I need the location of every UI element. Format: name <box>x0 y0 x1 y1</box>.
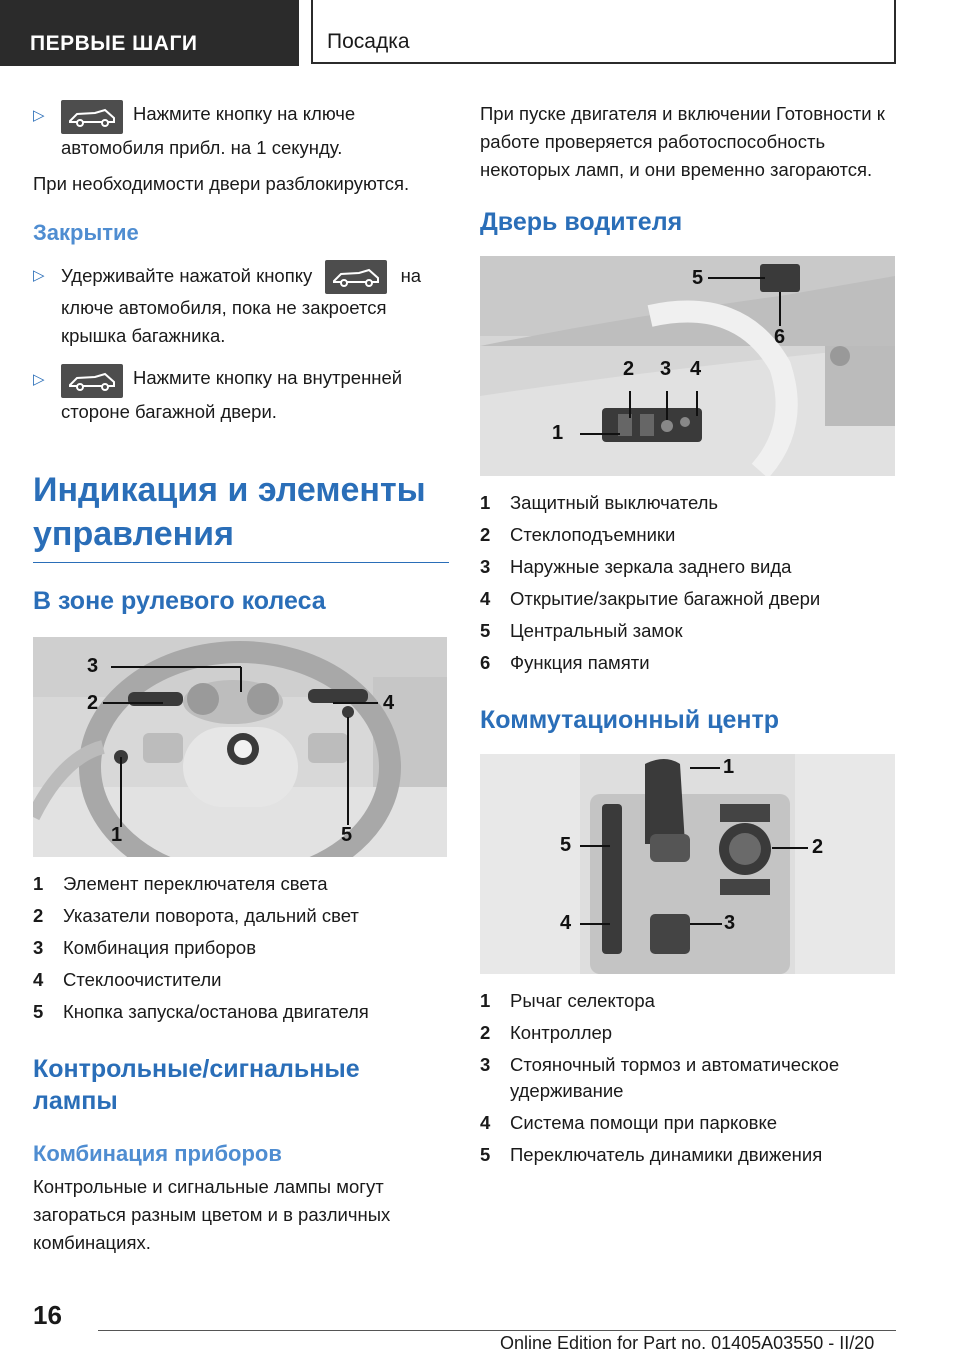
callout-2: 2 <box>87 692 99 714</box>
center-console-photo <box>480 754 895 974</box>
callout-4: 4 <box>560 912 572 934</box>
list-item: 2 Указатели поворота, дальний свет <box>33 905 359 926</box>
car-trunk-icon <box>325 260 387 294</box>
footer-divider <box>98 1330 896 1331</box>
section-heading: Индикация и элементы управления <box>33 468 449 563</box>
list-item: 6 Функция памяти <box>480 652 650 673</box>
callout-2: 2 <box>812 836 824 858</box>
callout-5: 5 <box>341 824 353 846</box>
callout-3: 3 <box>660 358 672 380</box>
list-item: 3 Стояночный тормоз и автоматическое удерживание <box>480 1054 840 1101</box>
list-item: 1 Рычаг селектора <box>480 990 655 1011</box>
list-item: 3 Комбинация приборов <box>33 937 257 958</box>
door-heading: Дверь водителя <box>480 208 683 236</box>
unlock-note: При необходимости двери разблокируются. <box>33 173 410 194</box>
edition-text: Online Edition for Part no. 01405A03550 - II/20 <box>500 1333 875 1353</box>
callout-3: 3 <box>724 912 736 934</box>
instruction-item <box>33 260 449 350</box>
callout-4: 4 <box>690 358 702 380</box>
steering-wheel-photo <box>33 637 447 857</box>
list-item: 2 Контроллер <box>480 1022 613 1043</box>
console-heading: Коммутационный центр <box>480 706 779 734</box>
right-column <box>480 100 896 1174</box>
list-item: 4 Система помощи при парковке <box>480 1112 778 1133</box>
list-item: 5 Кнопка запуска/останова двигателя <box>33 1001 369 1022</box>
callout-1: 1 <box>723 756 735 778</box>
callout-5: 5 <box>560 834 572 856</box>
list-item: 5 Центральный замок <box>480 620 683 641</box>
list-item: 4 Открытие/закрытие багажной двери <box>480 588 821 609</box>
triangle-right-icon: ▷ <box>33 371 45 388</box>
list-item: 3 Наружные зеркала заднего вида <box>480 556 792 577</box>
console-legend <box>480 988 896 1168</box>
page-header <box>0 0 960 66</box>
lamps-heading: Контрольные/сигнальные лампы <box>33 1055 360 1115</box>
instruction-text: на ключе автомобиля, пока не закроется крышка багажника. <box>61 264 422 346</box>
callout-1: 1 <box>552 422 564 444</box>
left-column <box>33 100 449 1257</box>
door-legend <box>480 490 896 676</box>
steering-heading: В зоне рулевого колеса <box>33 587 326 615</box>
list-item: 2 Стеклоподъемники <box>480 524 676 545</box>
cluster-heading: Комбинация приборов <box>33 1141 282 1166</box>
list-item: 4 Стеклоочистители <box>33 969 222 990</box>
triangle-right-icon: ▷ <box>33 267 45 284</box>
list-item: 1 Защитный выключатель <box>480 492 719 513</box>
cluster-text: Контрольные и сигнальные лампы могут загораться разным цветом и в различных комбинациях. <box>33 1176 391 1253</box>
car-trunk-icon <box>61 100 123 134</box>
triangle-right-icon: ▷ <box>33 107 45 124</box>
page-number: 16 <box>33 1300 62 1330</box>
list-item: 5 Переключатель динамики движения <box>480 1144 823 1165</box>
callout-1: 1 <box>111 824 123 846</box>
callout-2: 2 <box>623 358 635 380</box>
section-title: Посадка <box>311 0 896 64</box>
instruction-text: Нажмите кнопку на внутренней стороне багажной двери. <box>61 367 403 422</box>
close-heading: Закрытие <box>33 220 139 245</box>
steering-legend <box>33 871 449 1025</box>
instruction-text: Нажмите кнопку на ключе автомобиля прибл. на 1 секунду. <box>61 103 356 158</box>
instruction-item <box>33 100 449 162</box>
chapter-tab[interactable]: ПЕРВЫЕ ШАГИ <box>0 0 299 66</box>
instruction-text: Удерживайте нажатой кнопку <box>61 264 313 286</box>
callout-4: 4 <box>383 692 395 714</box>
callout-3: 3 <box>87 655 99 677</box>
list-item: 1 Элемент переключателя света <box>33 873 328 894</box>
instruction-item <box>33 364 449 426</box>
intro-text: При пуске двигателя и включении Готовности к работе проверяется работоспособность некоторых ламп, и они временно загораются. <box>480 103 885 180</box>
callout-5: 5 <box>692 267 704 289</box>
driver-door-photo <box>480 256 895 476</box>
callout-6: 6 <box>774 326 786 348</box>
car-trunk-icon <box>61 364 123 398</box>
